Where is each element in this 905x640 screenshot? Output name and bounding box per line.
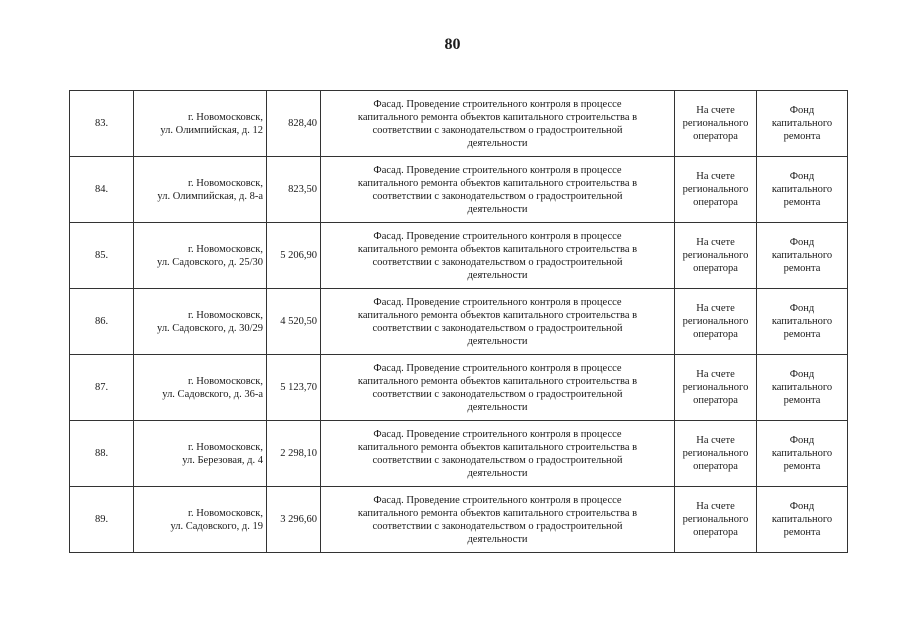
row-number: 85. xyxy=(70,223,134,289)
account-line: оператора xyxy=(693,461,738,472)
area-value: 828,40 xyxy=(267,91,321,157)
account-line: регионального xyxy=(682,184,749,195)
work-line: соответствии с законодательством о градостроительной xyxy=(372,190,623,202)
fund-line: ремонта xyxy=(783,461,821,472)
repair-registry-table xyxy=(69,90,848,553)
work-line: Фасад. Проведение строительного контроля в процессе xyxy=(373,98,622,110)
fund-cell xyxy=(757,421,848,487)
area-value: 5 123,70 xyxy=(267,355,321,421)
work-line: капитального ремонта объектов капитального строительства в xyxy=(357,441,638,453)
account-line: На счете xyxy=(696,105,735,116)
work-line: деятельности xyxy=(467,533,528,545)
account-line: регионального xyxy=(682,448,749,459)
work-line: капитального ремонта объектов капитального строительства в xyxy=(357,309,638,321)
fund-line: Фонд xyxy=(789,237,815,248)
address-street: ул. Садовского, д. 30/29 xyxy=(157,322,263,334)
address-city: г. Новомосковск, xyxy=(187,441,263,453)
account-cell xyxy=(675,289,757,355)
work-description-cell xyxy=(321,487,675,553)
address-cell xyxy=(134,157,267,223)
address-cell xyxy=(134,487,267,553)
address-street: ул. Олимпийская, д. 8-а xyxy=(157,190,263,202)
fund-line: Фонд xyxy=(789,171,815,182)
fund-line: ремонта xyxy=(783,329,821,340)
account-cell xyxy=(675,421,757,487)
work-line: Фасад. Проведение строительного контроля в процессе xyxy=(373,362,622,374)
account-line: регионального xyxy=(682,382,749,393)
page-number: 80 xyxy=(444,36,461,53)
work-line: соответствии с законодательством о градостроительной xyxy=(372,388,623,400)
fund-line: ремонта xyxy=(783,527,821,538)
fund-line: Фонд xyxy=(789,303,815,314)
fund-line: ремонта xyxy=(783,263,821,274)
account-line: На счете xyxy=(696,303,735,314)
account-cell xyxy=(675,487,757,553)
account-line: оператора xyxy=(693,263,738,274)
fund-line: капитального xyxy=(771,250,833,261)
account-line: регионального xyxy=(682,118,749,129)
address-city: г. Новомосковск, xyxy=(187,111,263,123)
address-cell xyxy=(134,223,267,289)
area-value: 5 206,90 xyxy=(267,223,321,289)
account-line: оператора xyxy=(693,395,738,406)
table-row xyxy=(70,223,848,289)
address-city: г. Новомосковск, xyxy=(187,507,263,519)
account-line: На счете xyxy=(696,501,735,512)
table-row xyxy=(70,289,848,355)
address-cell xyxy=(134,355,267,421)
fund-line: Фонд xyxy=(789,105,815,116)
address-street: ул. Садовского, д. 25/30 xyxy=(157,256,263,268)
account-cell xyxy=(675,355,757,421)
address-street: ул. Березовая, д. 4 xyxy=(182,454,263,466)
account-cell xyxy=(675,223,757,289)
work-line: Фасад. Проведение строительного контроля в процессе xyxy=(373,428,622,440)
address-cell xyxy=(134,91,267,157)
account-cell xyxy=(675,157,757,223)
fund-line: ремонта xyxy=(783,131,821,142)
work-line: капитального ремонта объектов капитального строительства в xyxy=(357,111,638,123)
row-number: 86. xyxy=(70,289,134,355)
work-line: деятельности xyxy=(467,269,528,281)
work-description-cell xyxy=(321,223,675,289)
fund-line: капитального xyxy=(771,316,833,327)
account-line: оператора xyxy=(693,131,738,142)
fund-cell xyxy=(757,487,848,553)
row-number: 83. xyxy=(70,91,134,157)
work-description-cell xyxy=(321,421,675,487)
fund-cell xyxy=(757,91,848,157)
address-cell xyxy=(134,289,267,355)
fund-line: капитального xyxy=(771,382,833,393)
row-number: 89. xyxy=(70,487,134,553)
work-line: капитального ремонта объектов капитального строительства в xyxy=(357,243,638,255)
fund-line: капитального xyxy=(771,514,833,525)
work-line: Фасад. Проведение строительного контроля в процессе xyxy=(373,296,622,308)
row-number: 84. xyxy=(70,157,134,223)
account-line: регионального xyxy=(682,250,749,261)
work-line: Фасад. Проведение строительного контроля в процессе xyxy=(373,494,622,506)
table-row xyxy=(70,355,848,421)
address-city: г. Новомосковск, xyxy=(187,243,263,255)
work-description-cell xyxy=(321,289,675,355)
fund-line: капитального xyxy=(771,184,833,195)
work-line: деятельности xyxy=(467,401,528,413)
account-line: На счете xyxy=(696,369,735,380)
work-line: капитального ремонта объектов капитального строительства в xyxy=(357,507,638,519)
table-row xyxy=(70,157,848,223)
work-line: соответствии с законодательством о градостроительной xyxy=(372,454,623,466)
account-line: оператора xyxy=(693,527,738,538)
account-line: На счете xyxy=(696,237,735,248)
work-line: капитального ремонта объектов капитального строительства в xyxy=(357,177,638,189)
fund-cell xyxy=(757,289,848,355)
area-value: 2 298,10 xyxy=(267,421,321,487)
table-row xyxy=(70,421,848,487)
address-street: ул. Олимпийская, д. 12 xyxy=(160,124,263,136)
fund-cell xyxy=(757,355,848,421)
work-description-cell xyxy=(321,355,675,421)
fund-line: Фонд xyxy=(789,435,815,446)
work-line: деятельности xyxy=(467,335,528,347)
area-value: 4 520,50 xyxy=(267,289,321,355)
address-city: г. Новомосковск, xyxy=(187,375,263,387)
row-number: 88. xyxy=(70,421,134,487)
address-street: ул. Садовского, д. 36-а xyxy=(162,388,263,400)
work-line: капитального ремонта объектов капитального строительства в xyxy=(357,375,638,387)
work-line: Фасад. Проведение строительного контроля в процессе xyxy=(373,230,622,242)
table-row xyxy=(70,91,848,157)
work-line: соответствии с законодательством о градостроительной xyxy=(372,124,623,136)
fund-line: ремонта xyxy=(783,395,821,406)
address-cell xyxy=(134,421,267,487)
address-city: г. Новомосковск, xyxy=(187,177,263,189)
account-line: На счете xyxy=(696,435,735,446)
account-line: регионального xyxy=(682,316,749,327)
fund-line: Фонд xyxy=(789,369,815,380)
area-value: 3 296,60 xyxy=(267,487,321,553)
work-line: соответствии с законодательством о градостроительной xyxy=(372,256,623,268)
area-value: 823,50 xyxy=(267,157,321,223)
account-line: оператора xyxy=(693,197,738,208)
fund-line: ремонта xyxy=(783,197,821,208)
account-line: регионального xyxy=(682,514,749,525)
address-street: ул. Садовского, д. 19 xyxy=(170,520,263,532)
fund-cell xyxy=(757,157,848,223)
account-line: оператора xyxy=(693,329,738,340)
fund-line: Фонд xyxy=(789,501,815,512)
fund-line: капитального xyxy=(771,118,833,129)
account-cell xyxy=(675,91,757,157)
address-city: г. Новомосковск, xyxy=(187,309,263,321)
work-line: соответствии с законодательством о градостроительной xyxy=(372,322,623,334)
work-line: деятельности xyxy=(467,137,528,149)
work-description-cell xyxy=(321,157,675,223)
account-line: На счете xyxy=(696,171,735,182)
fund-line: капитального xyxy=(771,448,833,459)
work-line: соответствии с законодательством о градостроительной xyxy=(372,520,623,532)
work-line: деятельности xyxy=(467,467,528,479)
table-row xyxy=(70,487,848,553)
fund-cell xyxy=(757,223,848,289)
work-line: деятельности xyxy=(467,203,528,215)
row-number: 87. xyxy=(70,355,134,421)
work-line: Фасад. Проведение строительного контроля в процессе xyxy=(373,164,622,176)
work-description-cell xyxy=(321,91,675,157)
